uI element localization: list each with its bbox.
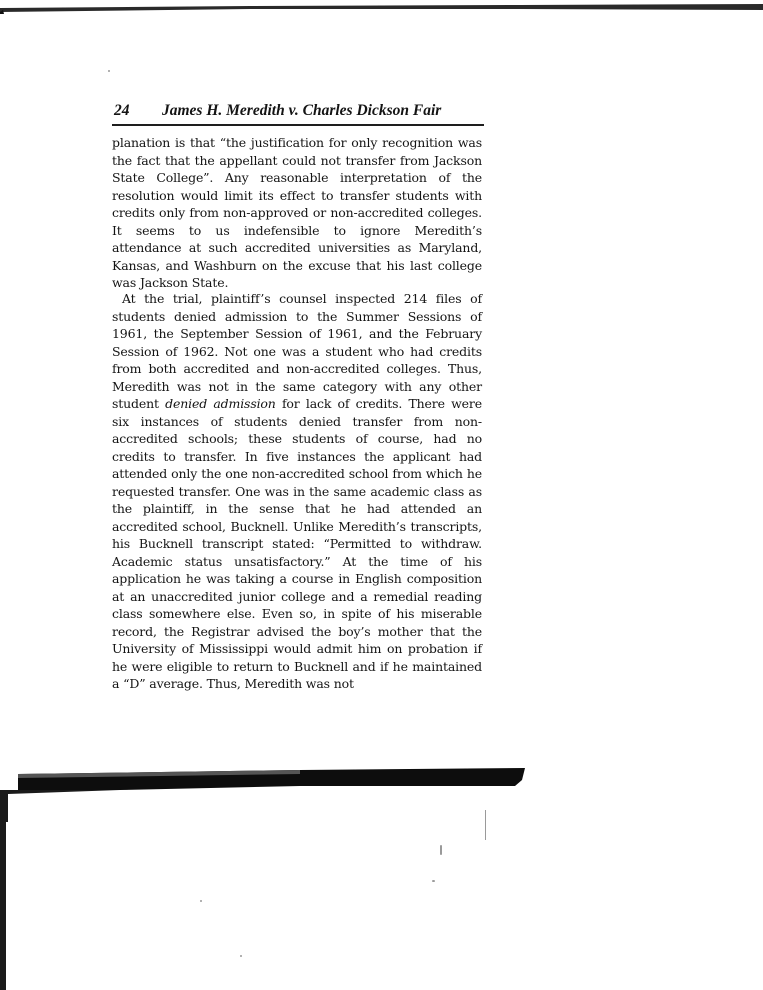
running-title: James H. Meredith v. Charles Dickson Fair (162, 102, 442, 119)
scan-speck (200, 900, 202, 902)
scan-speck (432, 880, 435, 882)
paragraph-2-emphasis: denied admission (165, 396, 276, 411)
scan-speck (440, 845, 442, 855)
page-number: 24 (114, 102, 130, 119)
scan-top-edge (0, 0, 763, 14)
scan-left-edge (0, 790, 6, 990)
header-rule (112, 124, 484, 126)
paragraph-2 (112, 290, 482, 693)
scan-speck (485, 810, 486, 840)
paragraph-1 (112, 134, 482, 292)
scan-speck (108, 70, 110, 72)
running-header (112, 92, 484, 122)
scan-shadow-band (0, 762, 763, 822)
paragraph-2-text-a: At the trial, plaintiff’s counsel inspected 214 files of students denied admission to the Summer Sessions of 1961, the September Session of 1961, and the February Session of 1962. Not one was a student who had credits from both accredited and non-accredited colleges. Thus, Meredith was not in the same category with any other student (112, 291, 482, 411)
paragraph-2-text-b: for lack of credits. There were six instances of students denied transfer from non-accredited schools; these students of course, had no credits to transfer. In five instances the applicant had attended only the one non-accredited school from which he requested transfer. One was in the same academic class as the plaintiff, in the sense that he had attended an accredited school, Bucknell. Unlike Meredith’s transcripts, his Bucknell transcript stated: “Permitted to withdraw. Academic status unsatisfactory.” At the time of his application he was taking a course in English composition at an unaccredited junior college and a remedial reading class somewhere else. Even so, in spite of his miserable record, the Registrar advised the boy’s mother that the University of Mississippi would admit him on probation if he were eligible to return to Bucknell and if he maintained a “D” average. Thus, Meredith was not (112, 396, 482, 691)
document-page (112, 92, 484, 122)
scan-speck (240, 955, 242, 957)
paragraph-1-text: planation is that “the justification for only recognition was the fact that the appellant could not transfer from Jackson State College”. Any reasonable interpretation of the resolution would limit its effect to transfer students with credits only from non-approved or non-accredited colleges. It seems to us indefensible to ignore Meredith’s attendance at such accredited universities as Maryland, Kansas, and Washburn on the excuse that his last college was Jackson State. (112, 135, 482, 290)
